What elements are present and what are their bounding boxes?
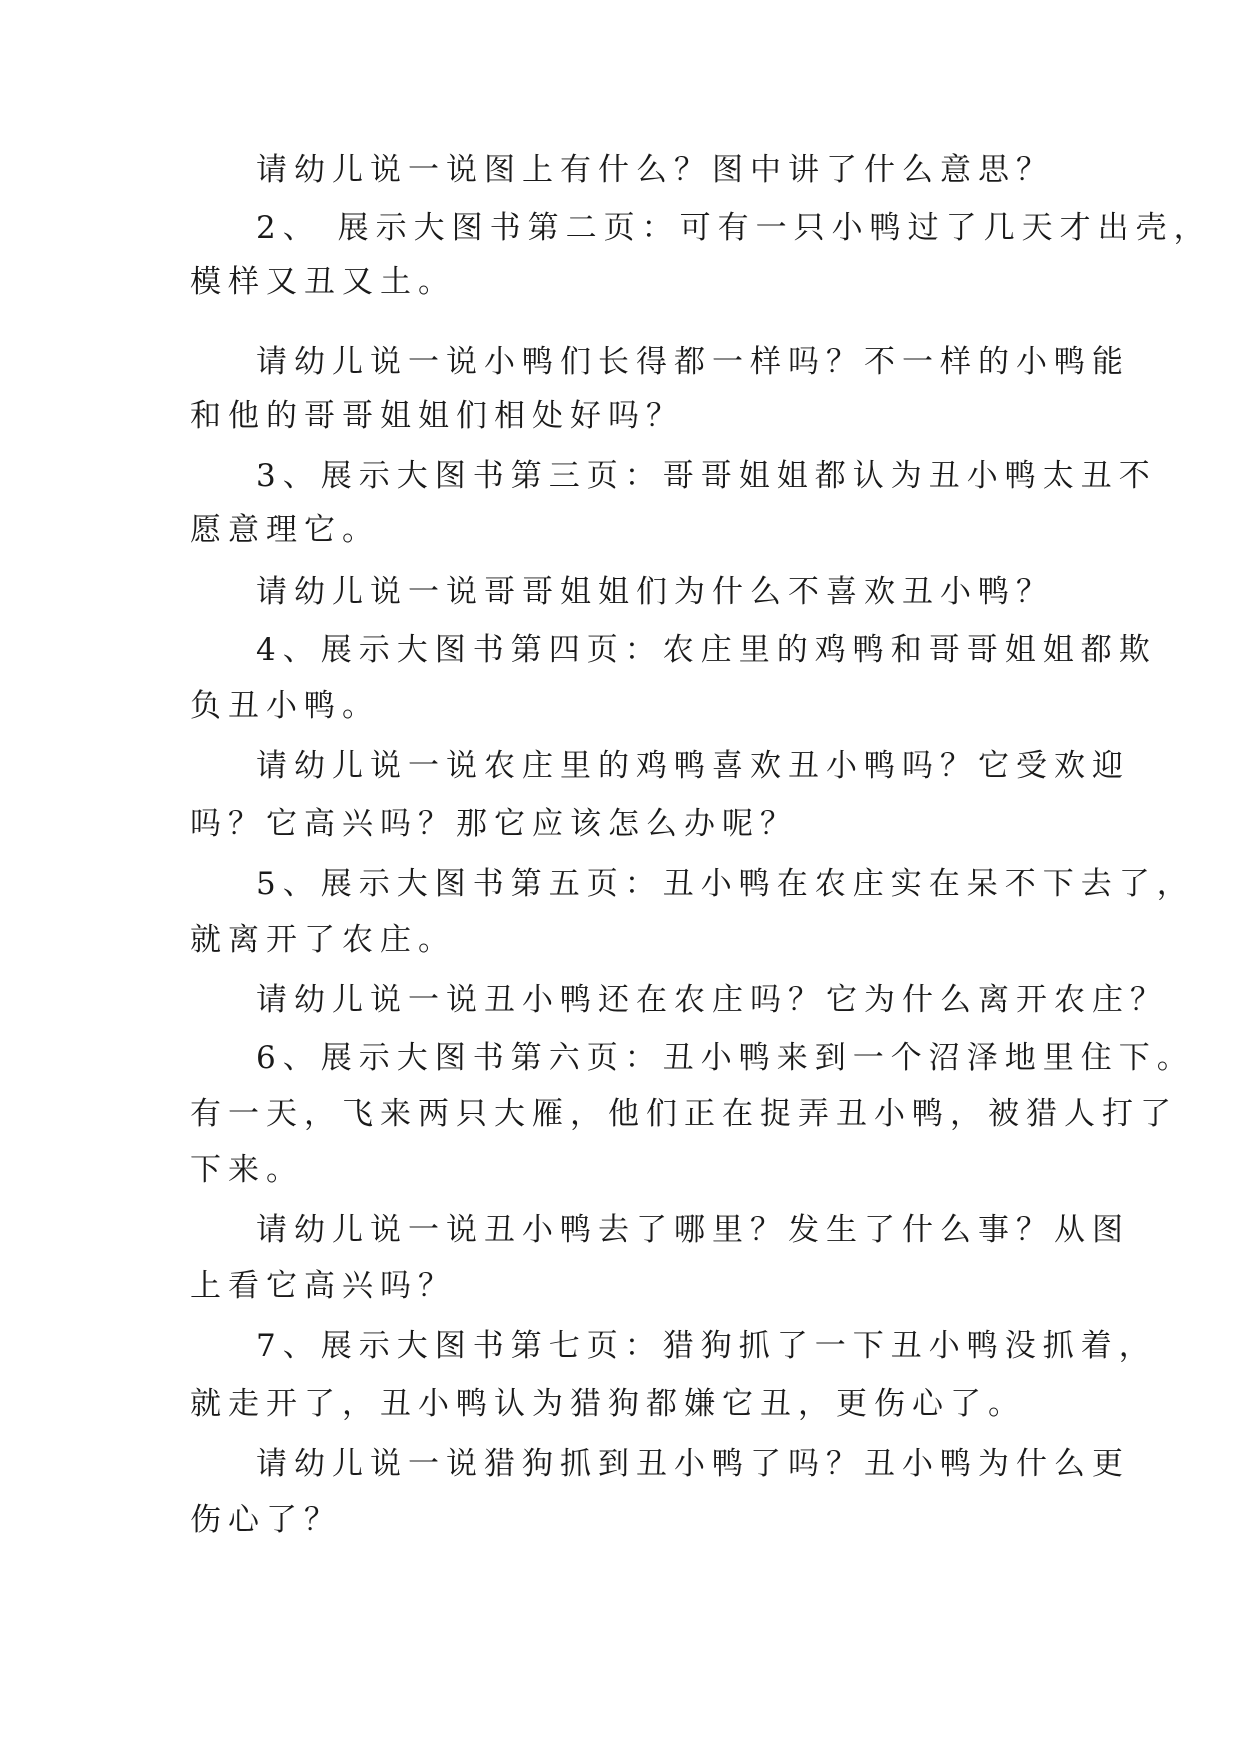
text-line: 伤心了？	[190, 1502, 342, 1538]
text-line: 吗？它高兴吗？那它应该怎么办呢？	[190, 806, 798, 842]
text-line: 请幼儿说一说图上有什么？图中讲了什么意思？	[256, 152, 1054, 188]
text-line: 就离开了农庄。	[190, 922, 456, 958]
text-line: 请幼儿说一说猎狗抓到丑小鸭了吗？丑小鸭为什么更	[256, 1446, 1130, 1482]
text-line: 2、 展示大图书第二页：可有一只小鸭过了几天才出壳，	[256, 210, 1212, 246]
text-line: 7、展示大图书第七页：猎狗抓了一下丑小鸭没抓着，	[256, 1328, 1157, 1364]
text-line: 有一天，飞来两只大雁，他们正在捉弄丑小鸭，被猎人打了	[190, 1096, 1178, 1132]
text-line: 模样又丑又土。	[190, 264, 456, 300]
text-line: 上看它高兴吗？	[190, 1268, 456, 1304]
text-line: 就走开了，丑小鸭认为猎狗都嫌它丑，更伤心了。	[190, 1386, 1026, 1422]
text-line: 下来。	[190, 1152, 304, 1188]
text-line: 负丑小鸭。	[190, 688, 380, 724]
text-line: 请幼儿说一说哥哥姐姐们为什么不喜欢丑小鸭？	[256, 574, 1054, 610]
text-line: 4、展示大图书第四页：农庄里的鸡鸭和哥哥姐姐都欺	[256, 632, 1157, 668]
text-line: 请幼儿说一说农庄里的鸡鸭喜欢丑小鸭吗？它受欢迎	[256, 748, 1130, 784]
text-line: 请幼儿说一说丑小鸭去了哪里？发生了什么事？从图	[256, 1212, 1130, 1248]
text-line: 愿意理它。	[190, 512, 380, 548]
text-line: 3、展示大图书第三页：哥哥姐姐都认为丑小鸭太丑不	[256, 458, 1157, 494]
text-line: 和他的哥哥姐姐们相处好吗？	[190, 398, 684, 434]
text-line: 5、展示大图书第五页：丑小鸭在农庄实在呆不下去了，	[256, 866, 1195, 902]
text-line: 请幼儿说一说丑小鸭还在农庄吗？它为什么离开农庄？	[256, 982, 1168, 1018]
text-line: 6、展示大图书第六页：丑小鸭来到一个沼泽地里住下。	[256, 1040, 1195, 1076]
text-line: 请幼儿说一说小鸭们长得都一样吗？不一样的小鸭能	[256, 344, 1130, 380]
